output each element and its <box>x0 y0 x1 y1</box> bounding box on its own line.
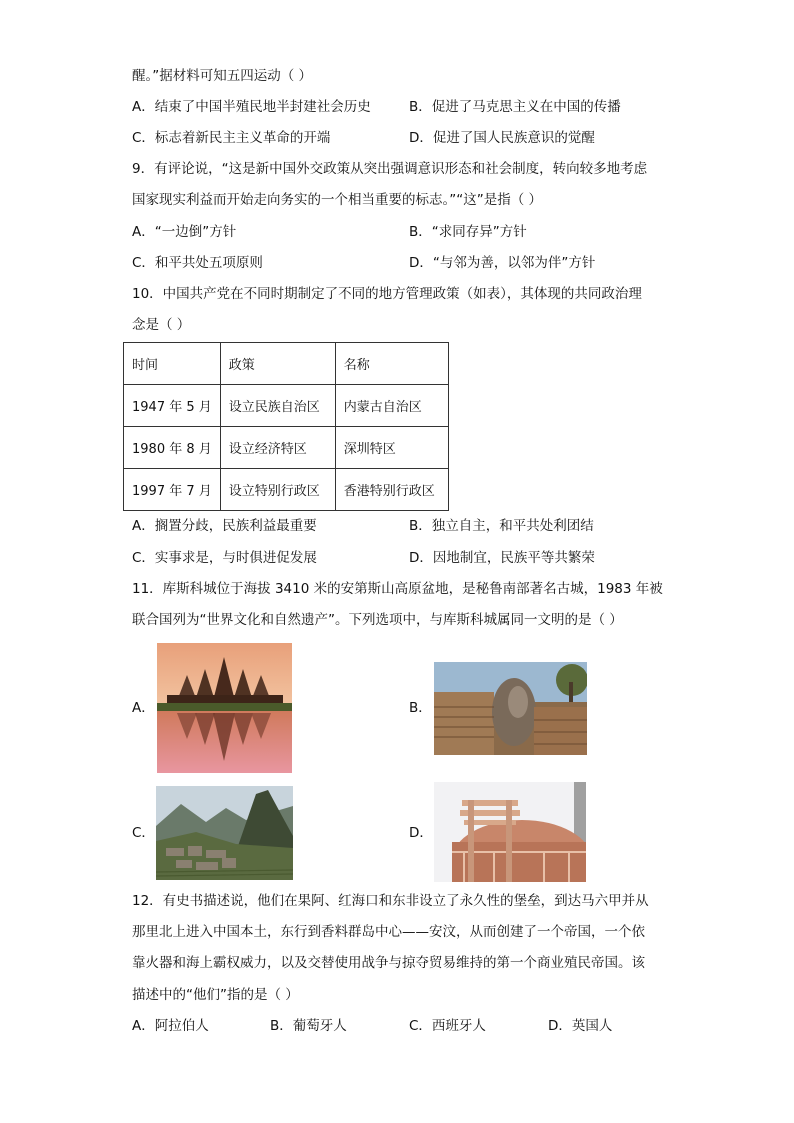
q10-option-d[interactable]: D．因地制宜，民族平等共繁荣 <box>409 550 595 566</box>
q8-option-d[interactable]: D．促进了国人民族意识的觉醒 <box>409 130 595 146</box>
q12-option-a[interactable]: A．阿拉伯人 <box>132 1018 209 1034</box>
q8-option-b[interactable]: B．促进了马克思主义在中国的传播 <box>409 99 621 115</box>
table-header-row <box>124 343 449 385</box>
q12-option-d[interactable]: D．英国人 <box>548 1018 613 1034</box>
q11-stem-line2: 联合国列为“世界文化和自然遗产”。下列选项中，与库斯科城属同一文明的是（ ） <box>132 612 623 628</box>
q12-stem-line4: 描述中的“他们”指的是（ ） <box>132 987 299 1003</box>
q11-option-b-label[interactable]: B． <box>409 700 432 716</box>
table-row <box>124 427 449 469</box>
table-row <box>124 469 449 511</box>
machu-picchu-photo[interactable] <box>156 786 293 880</box>
table-cell: 深圳特区 <box>335 427 448 469</box>
q9-stem-line2: 国家现实利益而开始走向务实的一个相当重要的标志。”“这”是指（ ） <box>132 192 543 208</box>
table-header-cell: 名称 <box>335 343 448 385</box>
q10-option-b[interactable]: B．独立自主，和平共处利团结 <box>409 518 594 534</box>
q9-stem-line1: 9．有评论说，“这是新中国外交政策从突出强调意识形态和社会制度，转向较多地考虑 <box>132 161 648 177</box>
table-cell: 内蒙古自治区 <box>335 385 448 427</box>
q9-option-b[interactable]: B．“求同存异”方针 <box>409 224 527 240</box>
q10-stem-line2: 念是（ ） <box>132 317 191 333</box>
table-cell: 设立特别行政区 <box>220 469 335 511</box>
q9-option-c[interactable]: C．和平共处五项原则 <box>132 255 263 271</box>
q10-stem-line1: 10．中国共产党在不同时期制定了不同的地方管理政策（如表），其体现的共同政治理 <box>132 286 642 302</box>
q10-option-c[interactable]: C．实事求是，与时俱进促发展 <box>132 550 317 566</box>
table-cell: 1980 年 8 月 <box>124 427 221 469</box>
great-zimbabwe-photo[interactable] <box>434 662 587 755</box>
q10-option-a[interactable]: A．搁置分歧，民族利益最重要 <box>132 518 317 534</box>
table-header-cell: 时间 <box>124 343 221 385</box>
q12-stem-line3: 靠火器和海上霸权威力，以及交替使用战争与掠夺贸易维持的第一个商业殖民帝国。该 <box>132 955 645 971</box>
table-cell: 设立民族自治区 <box>220 385 335 427</box>
table-row <box>124 385 449 427</box>
q12-stem-line1: 12．有史书描述说，他们在果阿、红海口和东非设立了永久性的堡垒，到达马六甲并从 <box>132 893 649 909</box>
table-cell: 设立经济特区 <box>220 427 335 469</box>
policy-table <box>123 342 449 511</box>
q11-option-d-label[interactable]: D． <box>409 825 433 841</box>
q12-option-b[interactable]: B．葡萄牙人 <box>270 1018 347 1034</box>
q9-option-d[interactable]: D．“与邻为善，以邻为伴”方针 <box>409 255 596 271</box>
table-cell: 香港特别行政区 <box>335 469 448 511</box>
angkor-wat-photo[interactable] <box>157 643 292 773</box>
q12-option-c[interactable]: C．西班牙人 <box>409 1018 486 1034</box>
table-header-cell: 政策 <box>220 343 335 385</box>
table-cell: 1997 年 7 月 <box>124 469 221 511</box>
q8-stem: 醒。”据材料可知五四运动（ ） <box>132 68 313 84</box>
q11-option-c-label[interactable]: C． <box>132 825 155 841</box>
sanchi-stupa-photo[interactable] <box>434 782 586 882</box>
q9-option-a[interactable]: A．“一边倒”方针 <box>132 224 237 240</box>
q12-stem-line2: 那里北上进入中国本土，东行到香料群岛中心——安汶，从而创建了一个帝国，一个依 <box>132 924 645 940</box>
q11-stem-line1: 11．库斯科城位于海拔 3410 米的安第斯山高原盆地，是秘鲁南部著名古城，1983 年被 <box>132 581 663 597</box>
q8-option-c[interactable]: C．标志着新民主主义革命的开端 <box>132 130 331 146</box>
q8-option-a[interactable]: A．结束了中国半殖民地半封建社会历史 <box>132 99 371 115</box>
q11-option-a-label[interactable]: A． <box>132 700 155 716</box>
table-cell: 1947 年 5 月 <box>124 385 221 427</box>
